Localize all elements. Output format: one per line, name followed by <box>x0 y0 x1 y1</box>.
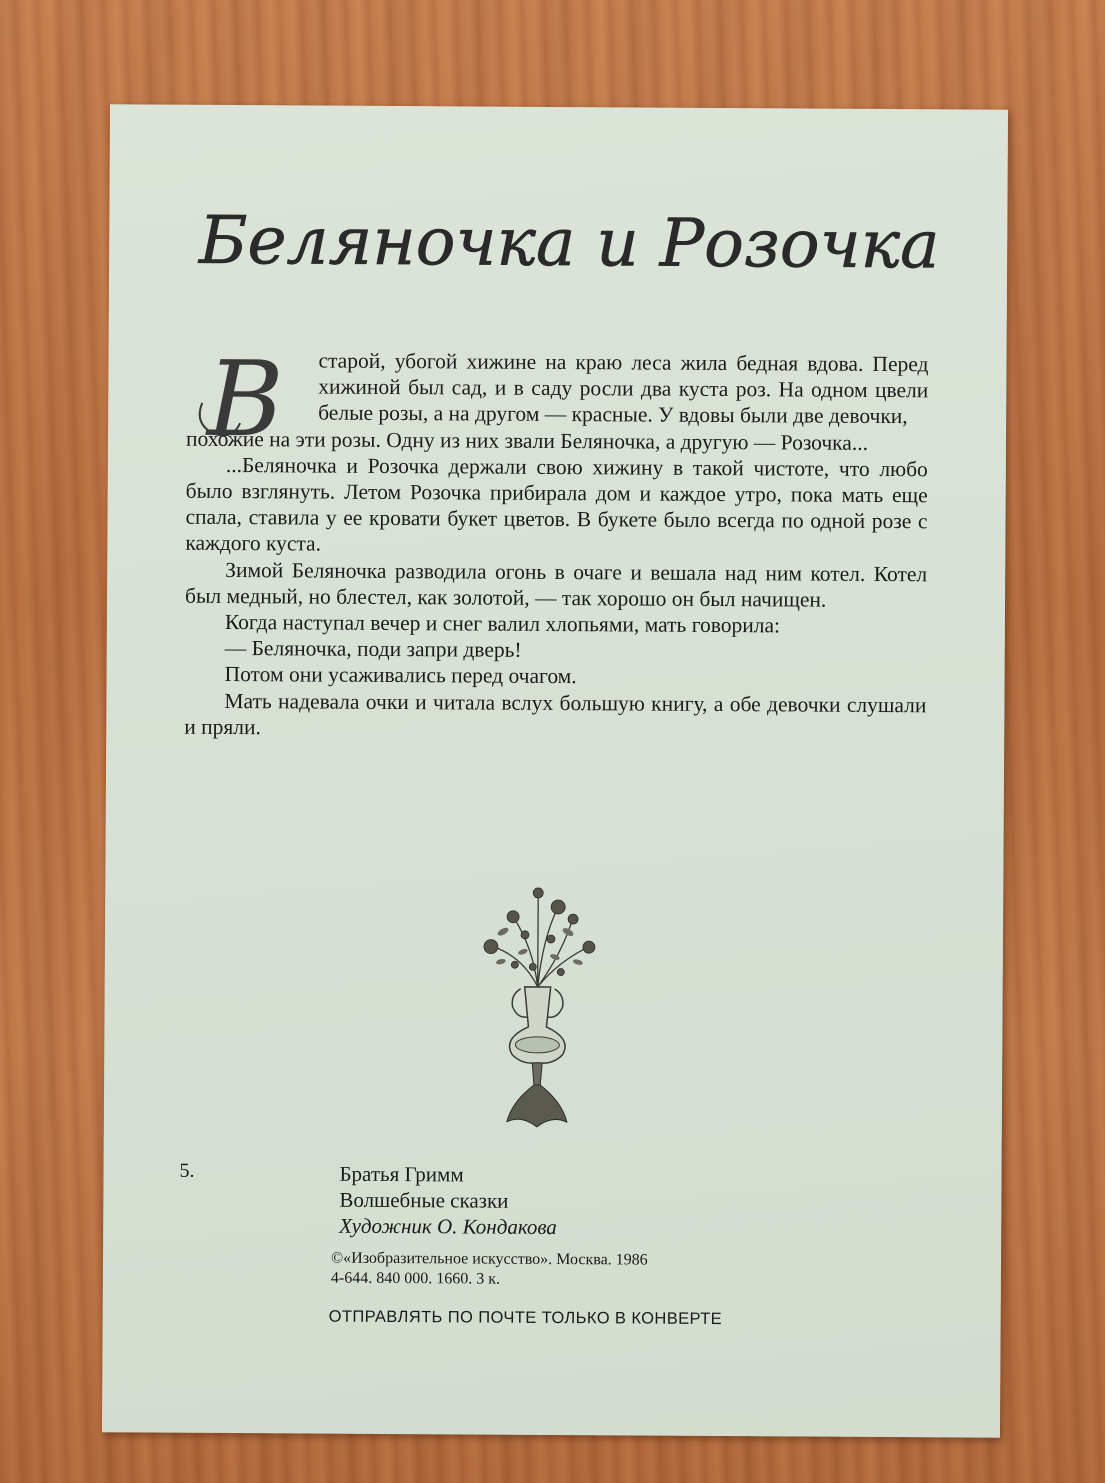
vase-illustration <box>462 876 614 1137</box>
story-text <box>184 347 928 745</box>
imprint <box>331 1249 648 1291</box>
vase-with-roses-icon <box>462 876 614 1137</box>
paragraph: Когда наступал вечер и снег валил хлопьями, мать говорила: <box>224 610 781 638</box>
calligraphic-title <box>198 175 940 299</box>
paragraph: — Беляночка, поди запри дверь! <box>224 636 522 663</box>
paragraph: Мать надевала очки и читала вслух большую книгу, а обе девочки слушали и пряли. <box>184 688 927 740</box>
title-text: Беляночка и Розочка <box>198 201 940 284</box>
paragraph: ...Беляночка и Розочка держали свою хижину в такой чистоте, что любо было взглянуть. Летом Розочка прибирала дом и каждое утро, пока мать еще спала, ставила у ее кровати букет цветов. В букете было всегда по одной розе с каждого куста. <box>185 452 928 556</box>
drop-cap-letter: В <box>206 337 284 461</box>
imprint-line-1: ©«Изобразительное искусство». Москва. 1986 <box>330 1249 648 1269</box>
paragraph: Зимой Беляночка разводила огонь в очаге и вешала над ним котел. Котел был медный, но блестел, как золотой, — так хорошо он был начищен. <box>184 557 928 612</box>
title <box>198 175 940 299</box>
paragraph: Потом они усаживались перед очагом. <box>224 662 577 689</box>
intro-rest: похожие на эти розы. Одну из них звали Беляночка, а другую — Розочка... <box>185 426 869 455</box>
publication-info <box>339 1161 557 1240</box>
artist: Художник О. Кондакова <box>339 1213 557 1240</box>
card-number: 5. <box>179 1159 195 1182</box>
imprint-line-2: 4-644. 840 000. 1660. 3 к. <box>330 1269 501 1288</box>
intro-first: старой, убогой хижине на краю леса жила бедная вдова. Перед хижиной был сад, и в саду росли два куста роз. На одном цвели белые розы, а на другом — красные. У вдовы были две девочки, <box>318 348 929 429</box>
author: Братья Гримм <box>339 1161 464 1187</box>
book-title: Волшебные сказки <box>339 1187 509 1213</box>
mail-note: ОТПРАВЛЯТЬ ПО ПОЧТЕ ТОЛЬКО В КОНВЕРТЕ <box>328 1307 723 1329</box>
postcard <box>102 104 1008 1437</box>
